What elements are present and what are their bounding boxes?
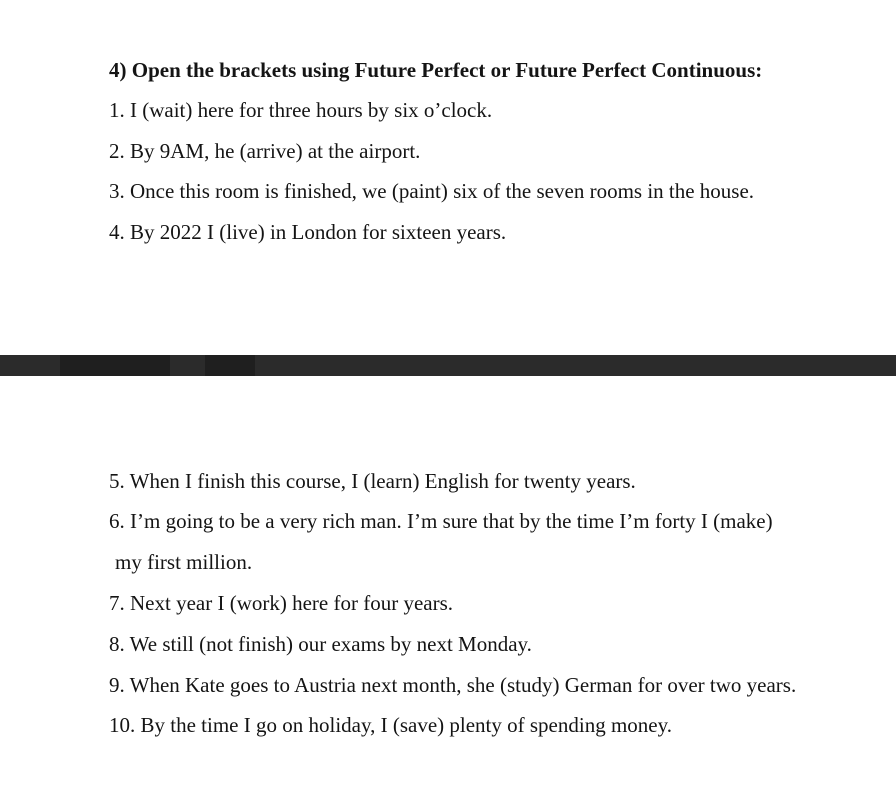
exercise-heading: 4) Open the brackets using Future Perfect or Future Perfect Continuous: [109, 58, 763, 82]
document-page-top [0, 0, 896, 355]
exercise-item-8: 8. We still (not finish) our exams by next Monday. [109, 632, 532, 656]
exercise-item-4: 4. By 2022 I (live) in London for sixteen years. [109, 220, 507, 244]
exercise-item-1: 1. I (wait) here for three hours by six o’clock. [109, 98, 493, 122]
exercise-item-3: 3. Once this room is finished, we (paint) six of the seven rooms in the house. [109, 179, 755, 203]
exercise-item-6-continued: my first million. [115, 550, 253, 574]
exercise-item-5: 5. When I finish this course, I (learn) English for twenty years. [109, 469, 636, 493]
exercise-item-9: 9. When Kate goes to Austria next month, she (study) German for over two years. [109, 673, 797, 697]
exercise-item-6: 6. I’m going to be a very rich man. I’m sure that by the time I’m forty I (make) [109, 509, 773, 533]
divider-shadow [60, 355, 170, 376]
exercise-item-7: 7. Next year I (work) here for four years. [109, 591, 454, 615]
divider-shadow [205, 355, 255, 376]
document-page-bottom [0, 376, 896, 794]
page-divider-bar [0, 355, 896, 376]
exercise-item-10: 10. By the time I go on holiday, I (save) plenty of spending money. [109, 713, 673, 737]
exercise-item-2: 2. By 9AM, he (arrive) at the airport. [109, 139, 421, 163]
